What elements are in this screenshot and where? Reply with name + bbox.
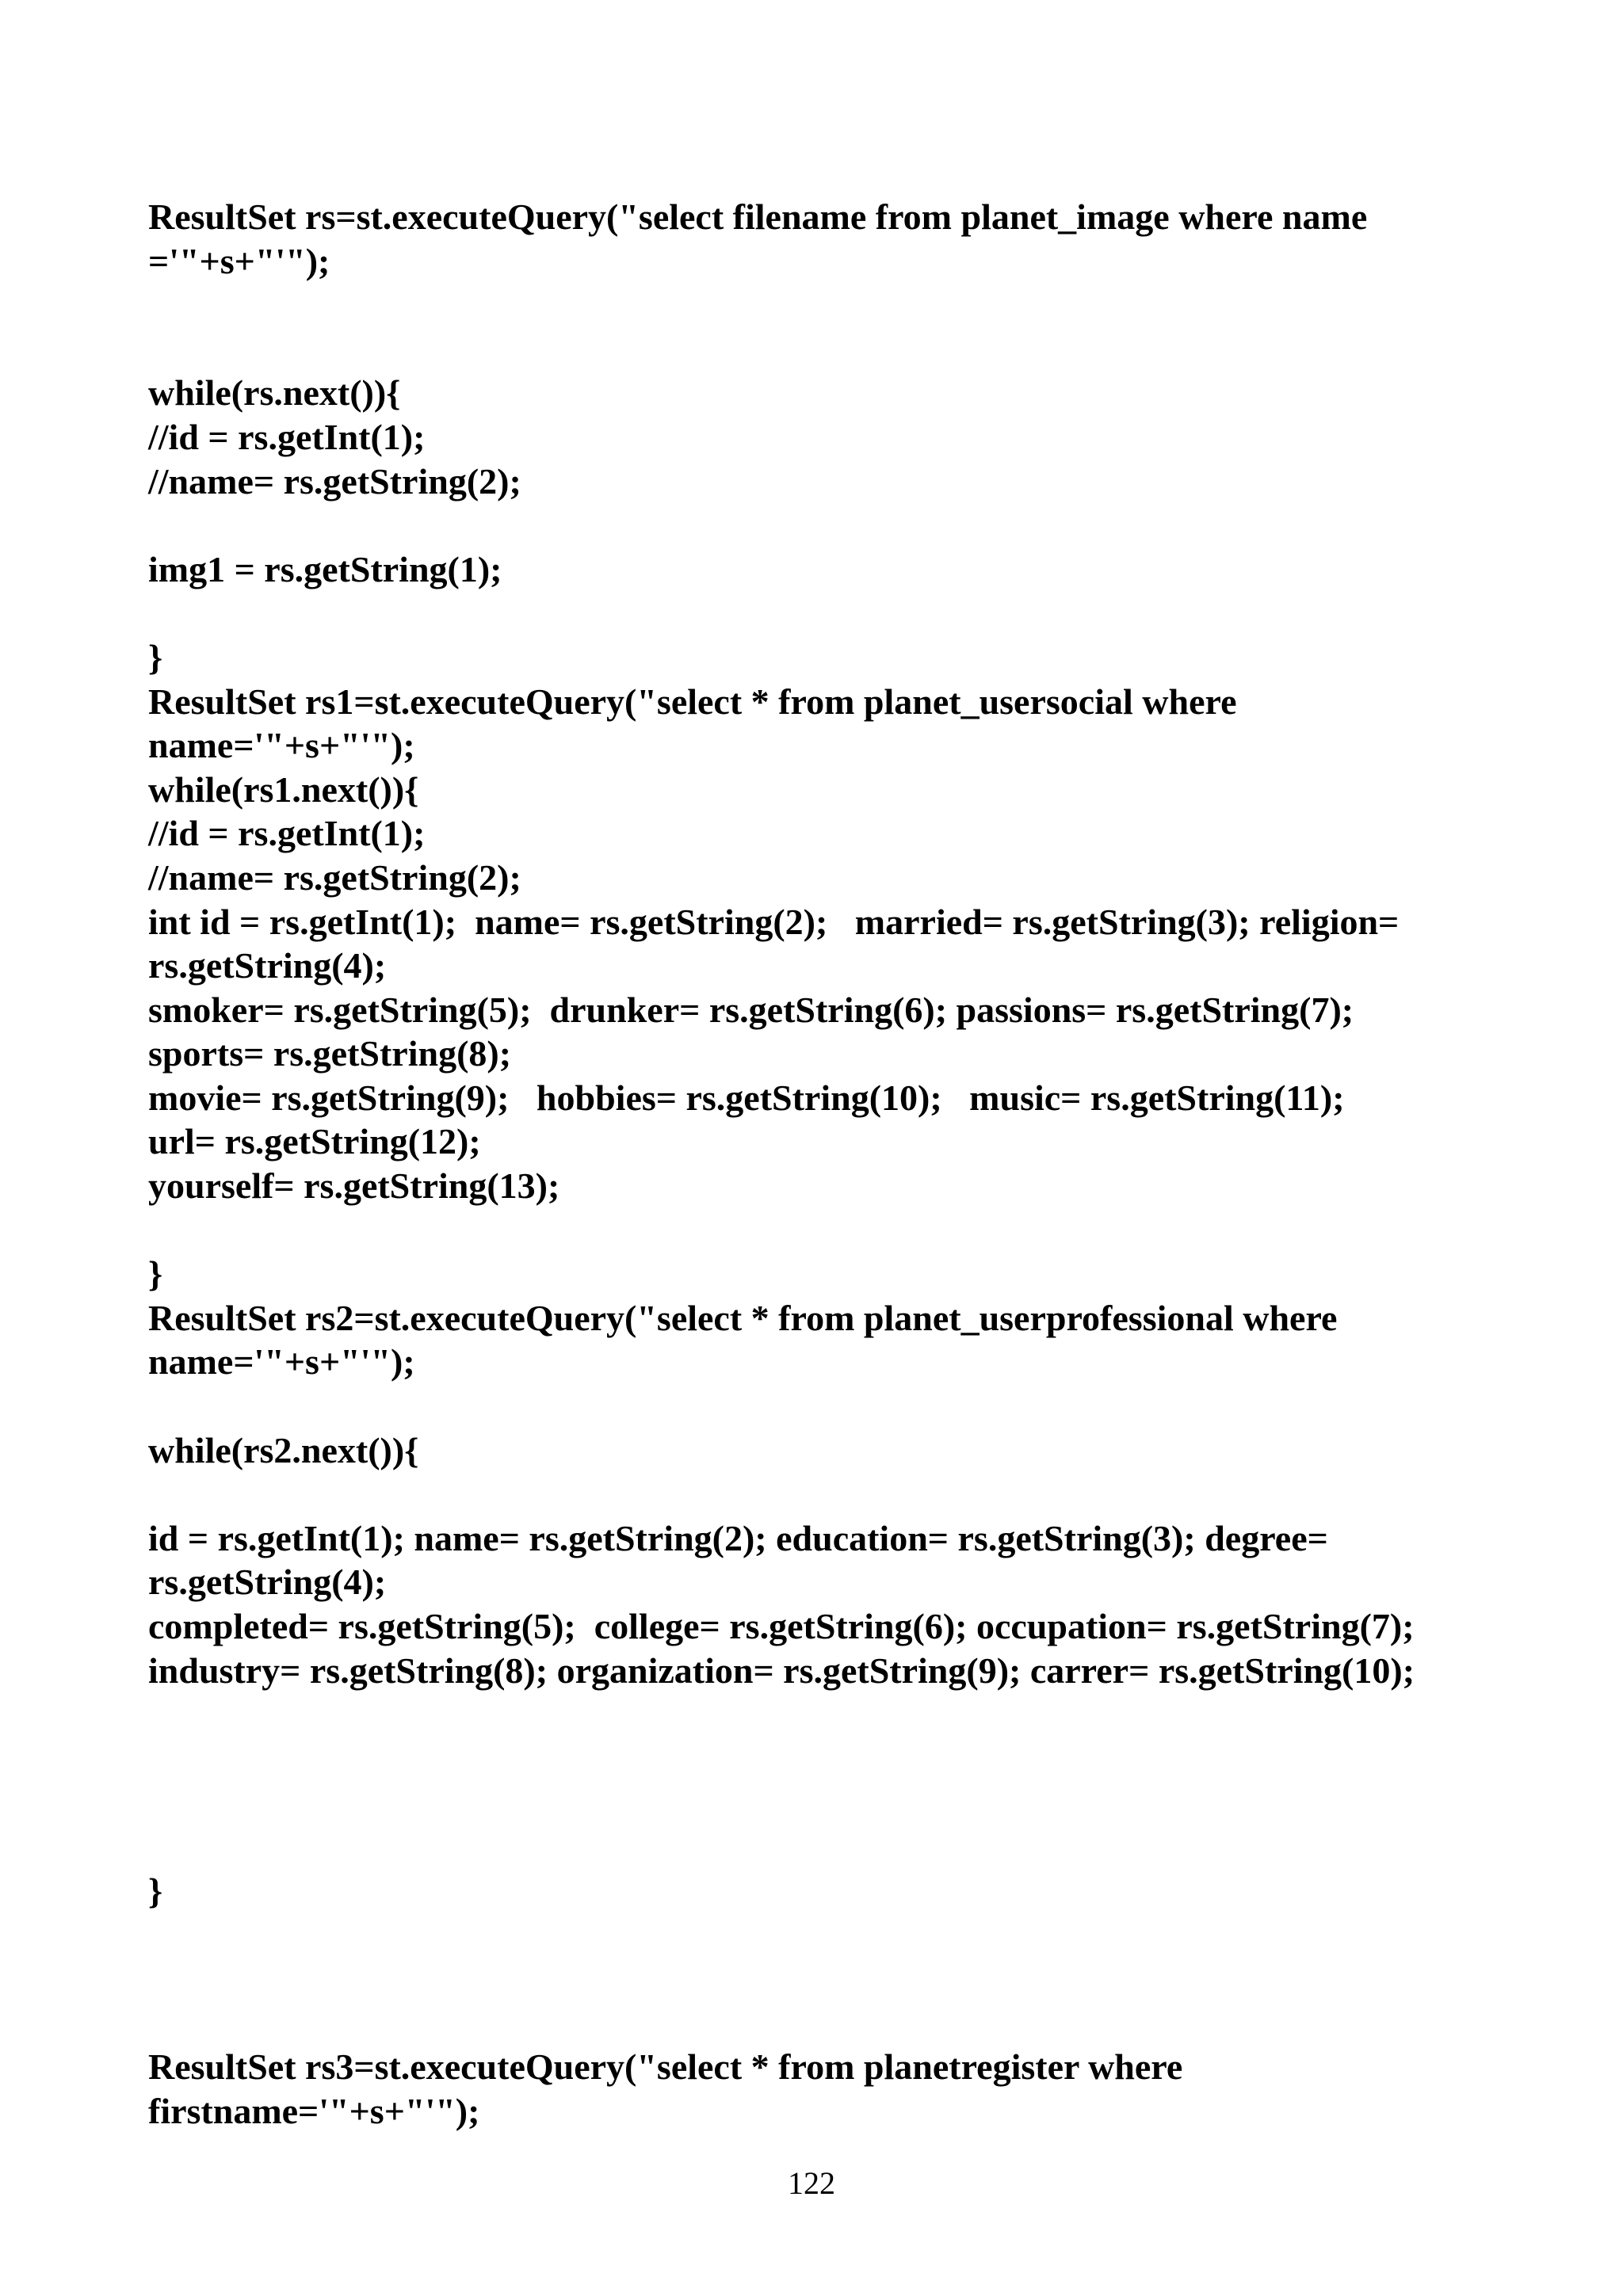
- code-line: id = rs.getInt(1); name= rs.getString(2); education= rs.getString(3); degree=: [148, 1517, 1328, 1558]
- blank-line: [148, 1957, 1511, 2001]
- code-line: while(rs1.next()){: [148, 769, 419, 810]
- page-number: 122: [788, 2165, 835, 2201]
- code-line: rs.getString(4);: [148, 1562, 387, 1603]
- code-line: ='"+s+"'");: [148, 240, 330, 281]
- code-line: firstname='"+s+"'");: [148, 2090, 480, 2131]
- blank-line: [148, 1737, 1511, 1781]
- code-line: ResultSet rs1=st.executeQuery("select * from planet_usersocial where: [148, 681, 1237, 722]
- blank-line: [148, 1384, 1511, 1428]
- code-line: img1 = rs.getString(1);: [148, 548, 502, 589]
- code-line: movie= rs.getString(9); hobbies= rs.getString(10); music= rs.getString(11);: [148, 1077, 1345, 1118]
- code-line: int id = rs.getInt(1); name= rs.getString(2); married= rs.getString(3); religion=: [148, 901, 1400, 942]
- code-line: ResultSet rs2=st.executeQuery("select * from planet_userprofessional where: [148, 1297, 1338, 1338]
- code-line: ResultSet rs3=st.executeQuery("select * from planetregister where: [148, 2046, 1183, 2087]
- code-line: rs.getString(4);: [148, 945, 387, 986]
- blank-line: [148, 327, 1511, 372]
- code-line: ResultSet rs=st.executeQuery("select filename from planet_image where name: [148, 196, 1368, 237]
- code-line: industry= rs.getString(8); organization= rs.getString(9); carrer= rs.getString(10);: [148, 1650, 1415, 1691]
- code-line: url= rs.getString(12);: [148, 1121, 481, 1162]
- code-line: while(rs.next()){: [148, 372, 401, 414]
- code-line: //name= rs.getString(2);: [148, 856, 521, 898]
- code-line: name='"+s+"'");: [148, 1341, 415, 1383]
- code-line: yourself= rs.getString(13);: [148, 1165, 560, 1207]
- code-listing: [148, 195, 1511, 2133]
- blank-line: [148, 1780, 1511, 1825]
- code-line: }: [148, 636, 163, 677]
- blank-line: [148, 283, 1511, 327]
- code-line: }: [148, 1870, 163, 1911]
- blank-line: [148, 591, 1511, 635]
- blank-line: [148, 503, 1511, 547]
- code-line: //name= rs.getString(2);: [148, 460, 521, 502]
- blank-line: [148, 1692, 1511, 1737]
- blank-line: [148, 1825, 1511, 1869]
- code-line: //id = rs.getInt(1);: [148, 813, 426, 854]
- code-line: }: [148, 1253, 163, 1295]
- code-line: sports= rs.getString(8);: [148, 1033, 512, 1074]
- blank-line: [148, 1208, 1511, 1253]
- code-line: completed= rs.getString(5); college= rs.getString(6); occupation= rs.getString(7);: [148, 1606, 1415, 1646]
- code-line: smoker= rs.getString(5); drunker= rs.getString(6); passions= rs.getString(7);: [148, 989, 1354, 1030]
- code-line: while(rs2.next()){: [148, 1429, 419, 1470]
- code-line: name='"+s+"'");: [148, 725, 415, 766]
- blank-line: [148, 2000, 1511, 2045]
- code-line: //id = rs.getInt(1);: [148, 416, 426, 457]
- blank-line: [148, 1472, 1511, 1516]
- blank-line: [148, 1913, 1511, 1957]
